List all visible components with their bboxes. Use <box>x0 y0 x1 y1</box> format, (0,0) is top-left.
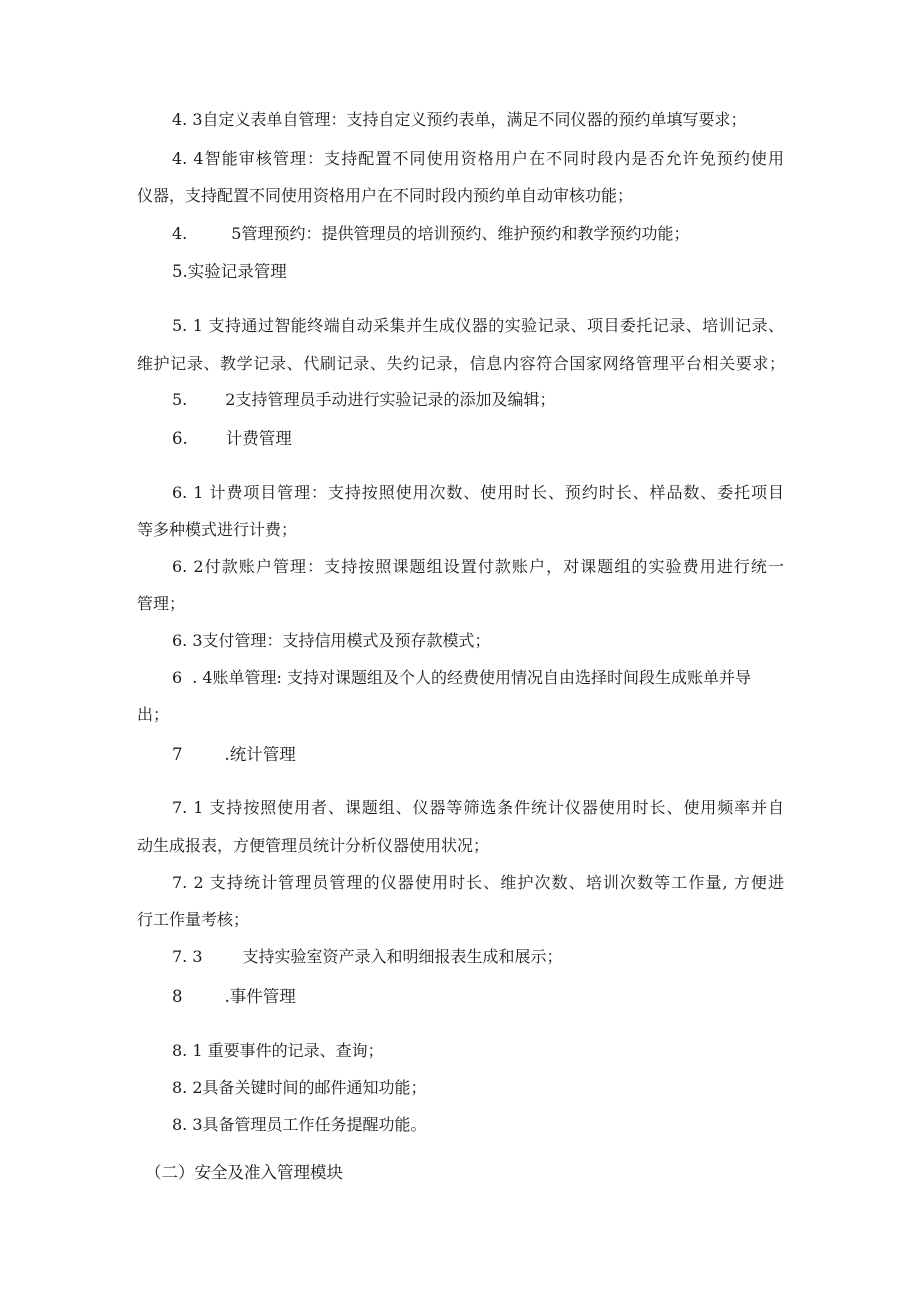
clause-5-2 <box>172 390 555 410</box>
section-5-heading: 5.实验记录管理 <box>172 262 287 281</box>
clause-6-2-line1: 6. 2付款账户管理：支持按照课题组设置付款账户，对课题组的实验费用进行统一 <box>172 557 784 576</box>
clause-4-5 <box>172 224 689 244</box>
clause-6-4-line1 <box>172 668 784 688</box>
section-title: .统计管理 <box>224 745 296 764</box>
section-title: .事件管理 <box>224 987 296 1006</box>
clause-6-1-line2: 等多种模式进行计费； <box>137 520 298 539</box>
clause-number: 6 <box>172 668 183 687</box>
section-7-heading <box>172 745 296 765</box>
section-title: 计费管理 <box>225 429 292 448</box>
clause-7-3 <box>172 947 563 967</box>
clause-text: . 4账单管理: 支持对课题组及个人的经费使用情况自由选择时间段生成账单并导 <box>192 668 752 687</box>
section-number: 8 <box>172 987 183 1006</box>
clause-number: 7. 3 <box>172 947 203 966</box>
clause-text: 5管理预约：提供管理员的培训预约、维护预约和教学预约功能； <box>231 224 690 243</box>
clause-5-1-line2: 维护记录、教学记录、代刷记录、失约记录，信息内容符合国家网络管理平台相关要求； <box>137 354 785 373</box>
clause-text: 2支持管理员手动进行实验记录的添加及编辑； <box>225 390 556 409</box>
clause-7-1-line2: 动生成报表，方便管理员统计分析仪器使用状况； <box>137 836 490 855</box>
section-6-heading <box>172 429 292 449</box>
section-number: 7 <box>172 745 183 764</box>
clause-6-4-line2: 出； <box>137 705 170 724</box>
clause-4-3: 4. 3自定义表单自管理：支持自定义预约表单，满足不同仪器的预约单填写要求； <box>172 110 747 129</box>
clause-4-4-line1: 4. 4智能审核管理：支持配置不同使用资格用户在不同时段内是否允许免预约使用 <box>172 149 784 168</box>
section-number: 6. <box>172 429 188 448</box>
clause-6-1-line1: 6. 1 计费项目管理：支持按照使用次数、使用时长、预约时长、样品数、委托项目 <box>172 483 784 502</box>
clause-8-1: 8. 1 重要事件的记录、查询； <box>172 1041 384 1060</box>
module-2-heading: （二）安全及准入管理模块 <box>145 1163 343 1182</box>
clause-4-4-line2: 仪器，支持配置不同使用资格用户在不同时段内预约单自动审核功能； <box>137 186 634 205</box>
clause-7-2-line1: 7. 2 支持统计管理员管理的仪器使用时长、维护次数、培训次数等工作量, 方便进 <box>172 873 784 892</box>
clause-7-1-line1: 7. 1 支持按照使用者、课题组、仪器等筛选条件统计仪器使用时长、使用频率并自 <box>172 798 784 817</box>
clause-text: 支持实验室资产录入和明细报表生成和展示； <box>242 947 563 966</box>
clause-8-2: 8. 2具备关键时间的邮件通知功能； <box>172 1078 427 1097</box>
clause-8-3: 8. 3具备管理员工作任务提醒功能。 <box>172 1115 427 1134</box>
clause-number: 5. <box>172 390 188 409</box>
clause-number: 4. <box>172 224 188 243</box>
clause-6-3: 6. 3支付管理：支持信用模式及预存款模式； <box>172 631 491 650</box>
clause-7-2-line2: 行工作量考核； <box>137 910 250 929</box>
clause-6-2-line2: 管理； <box>137 594 186 613</box>
clause-5-1-line1: 5. 1 支持通过智能终端自动采集并生成仪器的实验记录、项目委托记录、培训记录、 <box>172 316 784 335</box>
section-8-heading <box>172 987 296 1007</box>
